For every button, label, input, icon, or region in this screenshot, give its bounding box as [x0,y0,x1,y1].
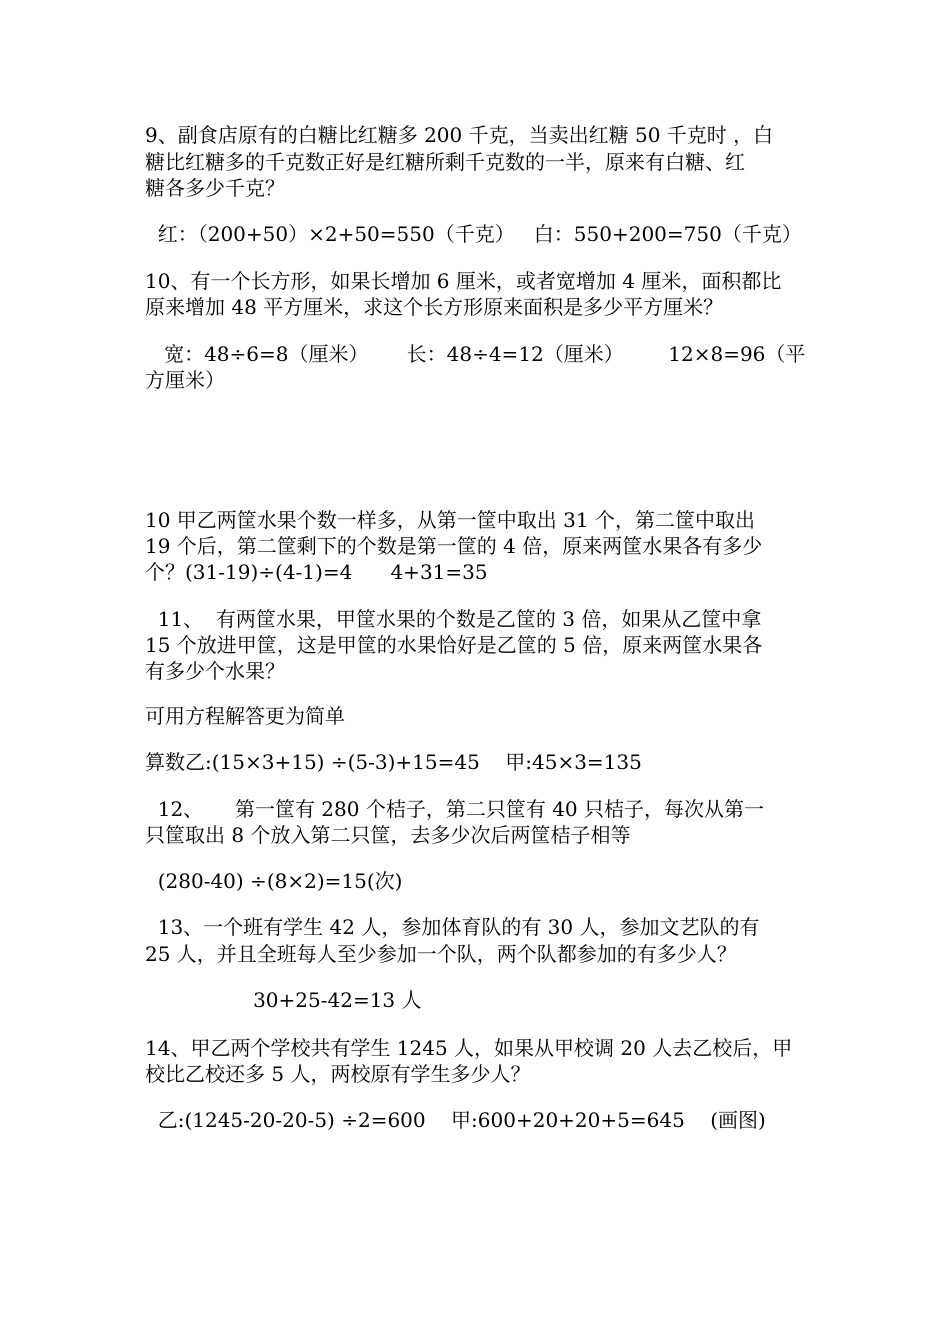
problem-10a-answer-line-2: 方厘米） [145,368,225,392]
problem-12-answer: (280-40) ÷(8×2)=15(次) [145,869,403,893]
problem-10a-line-2: 原来增加 48 平方厘米，求这个长方形原来面积是多少平方厘米？ [145,295,724,319]
problem-10a-answer-line-1: 宽：48÷6=8（厘米） 长：48÷4=12（厘米） 12×8=96（平 [145,342,806,366]
problem-11-line-3: 有多少个水果？ [145,659,285,683]
problem-14-line-1: 14、甲乙两个学校共有学生 1245 人，如果从甲校调 20 人去乙校后，甲 [145,1036,793,1060]
problem-14-answer: 乙:(1245-20-20-5) ÷2=600 甲:600+20+20+5=645 (画图) [145,1108,766,1132]
problem-10b-line-3: 个？(31-19)÷(4-1)=4 4+31=35 [145,560,488,584]
problem-12-line-2: 只筐取出 8 个放入第二只筐，去多少次后两筐桔子相等 [145,823,631,847]
problem-11-note: 可用方程解答更为简单 [145,704,345,728]
problem-11-answer: 算数乙:(15×3+15) ÷(5-3)+15=45 甲:45×3=135 [145,750,642,774]
problem-11-line-1: 11、 有两筐水果，甲筐水果的个数是乙筐的 3 倍，如果从乙筐中拿 [145,607,762,631]
problem-13-answer: 30+25-42=13 人 [145,988,422,1012]
problem-9-answer: 红：（200+50）×2+50=550（千克） 白：550+200=750（千克） [145,222,802,246]
problem-9-line-3: 糖各多少千克？ [145,176,285,200]
problem-10b-line-1: 10 甲乙两筐水果个数一样多，从第一筐中取出 31 个，第二筐中取出 [145,508,755,532]
problem-9-line-1: 9、副食店原有的白糖比红糖多 200 千克，当卖出红糖 50 千克时 ，白 [145,123,774,147]
problem-10b-line-2: 19 个后，第二筐剩下的个数是第一筐的 4 倍，原来两筐水果各有多少 [145,534,763,558]
problem-10a-line-1: 10、有一个长方形，如果长增加 6 厘米，或者宽增加 4 厘米，面积都比 [145,269,782,293]
problem-11-line-2: 15 个放进甲筐，这是甲筐的水果恰好是乙筐的 5 倍，原来两筐水果各 [145,633,763,657]
problem-13-line-2: 25 人，并且全班每人至少参加一个队，两个队都参加的有多少人？ [145,942,737,966]
problem-9-line-2: 糖比红糖多的千克数正好是红糖所剩千克数的一半，原来有白糖、红 [145,150,745,174]
problem-12-line-1: 12、 第一筐有 280 个桔子，第二只筐有 40 只桔子，每次从第一 [145,797,765,821]
problem-13-line-1: 13、一个班有学生 42 人，参加体育队的有 30 人，参加文艺队的有 [145,915,760,939]
problem-14-line-2: 校比乙校还多 5 人，两校原有学生多少人？ [145,1062,531,1086]
